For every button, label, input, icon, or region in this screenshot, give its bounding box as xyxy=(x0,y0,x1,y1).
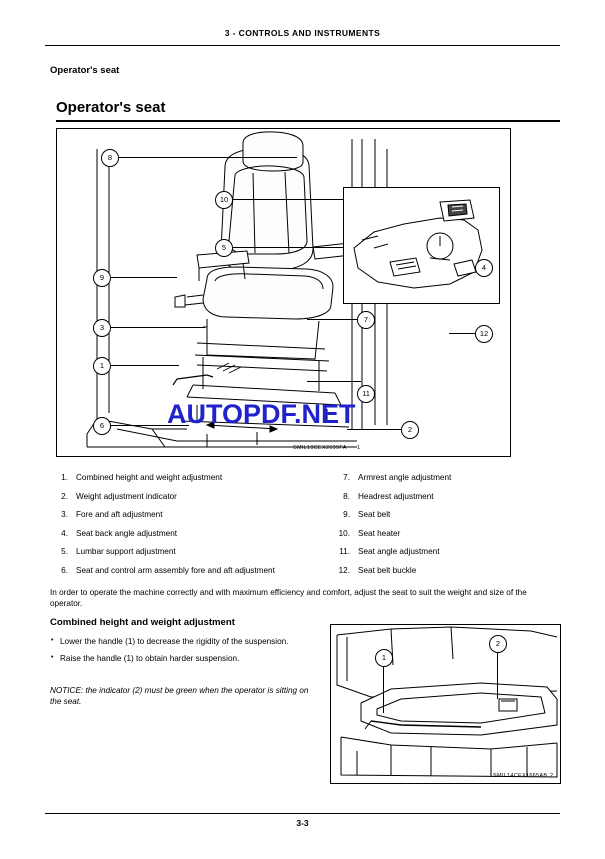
legend-number: 11. xyxy=(339,547,350,557)
legend-item xyxy=(332,472,582,483)
callout-fig2-2: 2 xyxy=(489,635,507,653)
legend-number: 5. xyxy=(61,547,68,557)
legend-item xyxy=(332,565,582,576)
legend-text: Weight adjustment indicator xyxy=(76,491,177,501)
callout-fig2-1: 1 xyxy=(375,649,393,667)
leader-7 xyxy=(307,319,359,320)
header-divider xyxy=(45,45,560,46)
leader-11 xyxy=(307,381,361,382)
running-title: Operator's seat xyxy=(50,65,120,76)
legend-column-right xyxy=(332,472,582,584)
legend-number: 12. xyxy=(338,565,350,575)
legend-number: 6. xyxy=(61,565,68,575)
callout-9: 9 xyxy=(93,269,111,287)
section-heading: Combined height and weight adjustment xyxy=(50,617,235,628)
legend-number: 7. xyxy=(343,473,350,482)
legend-item xyxy=(332,509,582,520)
legend-item xyxy=(332,491,582,502)
legend-text: Seat heater xyxy=(358,528,401,538)
legend-text: Combined height and weight adjustment xyxy=(76,473,223,482)
legend-item xyxy=(332,546,582,557)
list-item: • Lower the handle (1) to decrease the rigidity of the suspension. xyxy=(50,637,320,648)
leader-9 xyxy=(109,277,177,278)
callout-8: 8 xyxy=(101,149,119,167)
leader-12 xyxy=(449,333,477,334)
legend-item xyxy=(50,528,310,539)
figure2-code: SMIL14CEX1665AB xyxy=(493,773,548,779)
legend-text: Headrest adjustment xyxy=(358,491,434,501)
instruction-list xyxy=(50,637,320,670)
legend-number: 2. xyxy=(61,491,68,501)
legend-text: Seat and control arm assembly fore and aft adjustment xyxy=(76,565,275,575)
legend-number: 1. xyxy=(61,473,68,482)
leader-fig2-2 xyxy=(497,651,498,699)
legend-text: Seat angle adjustment xyxy=(358,547,440,557)
callout-11: 11 xyxy=(357,385,375,403)
footer-divider xyxy=(45,813,560,814)
callout-7: 7 xyxy=(357,311,375,329)
leader-3 xyxy=(109,327,205,328)
legend-number: 10. xyxy=(338,528,350,538)
intro-paragraph: In order to operate the machine correctly and with maximum efficiency and comfort, adjust the seat to suit the weight and size of the operator. xyxy=(50,588,527,608)
inset-illustration xyxy=(344,188,499,303)
legend-text: Fore and aft adjustment xyxy=(76,510,163,520)
callout-3: 3 xyxy=(93,319,111,337)
legend-item xyxy=(332,528,582,539)
callout-6: 6 xyxy=(93,417,111,435)
legend-column-left xyxy=(50,472,310,584)
watermark: AUTOPDF.NET xyxy=(167,399,356,429)
notice-text: NOTICE: the indicator (2) must be green when the operator is sitting on the seat. xyxy=(50,686,309,706)
figure2-number: 2 xyxy=(550,773,554,779)
legend-number: 8. xyxy=(343,491,350,501)
legend-text: Lumbar support adjustment xyxy=(76,547,176,557)
figure1-code: SMIL19CEX2699FA xyxy=(293,445,347,451)
callout-2: 2 xyxy=(401,421,419,439)
title-divider xyxy=(56,120,560,122)
legend-text: Seat belt buckle xyxy=(358,565,417,575)
list-item: • Raise the handle (1) to obtain harder suspension. xyxy=(50,654,320,665)
legend-text: Seat back angle adjustment xyxy=(76,528,178,538)
callout-4: 4 xyxy=(475,259,493,277)
figure-height-weight-adjustment xyxy=(330,624,561,784)
legend-text: Armrest angle adjustment xyxy=(358,473,452,482)
legend-number: 3. xyxy=(61,510,68,520)
callout-10: 10 xyxy=(215,191,233,209)
page-header: 3 - CONTROLS AND INSTRUMENTS xyxy=(224,28,381,38)
leader-8 xyxy=(117,157,297,158)
figure-operator-seat xyxy=(56,128,511,457)
figure-inset-controls xyxy=(343,187,500,304)
callout-1: 1 xyxy=(93,357,111,375)
figure1-number: 1 xyxy=(357,445,361,451)
legend-item xyxy=(50,546,310,557)
legend-item xyxy=(50,565,310,576)
legend-number: 4. xyxy=(61,528,68,538)
legend-item xyxy=(50,472,310,483)
leader-1 xyxy=(109,365,179,366)
page-number: 3-3 xyxy=(296,818,309,828)
callout-12: 12 xyxy=(475,325,493,343)
page-title: Operator's seat xyxy=(56,99,166,116)
legend-item xyxy=(50,491,310,502)
legend-text: Seat belt xyxy=(358,510,391,520)
legend-number: 9. xyxy=(343,510,350,520)
callout-5: 5 xyxy=(215,239,233,257)
seat-base-illustration xyxy=(331,625,560,783)
leader-fig2-1 xyxy=(383,665,384,713)
legend-item xyxy=(50,509,310,520)
